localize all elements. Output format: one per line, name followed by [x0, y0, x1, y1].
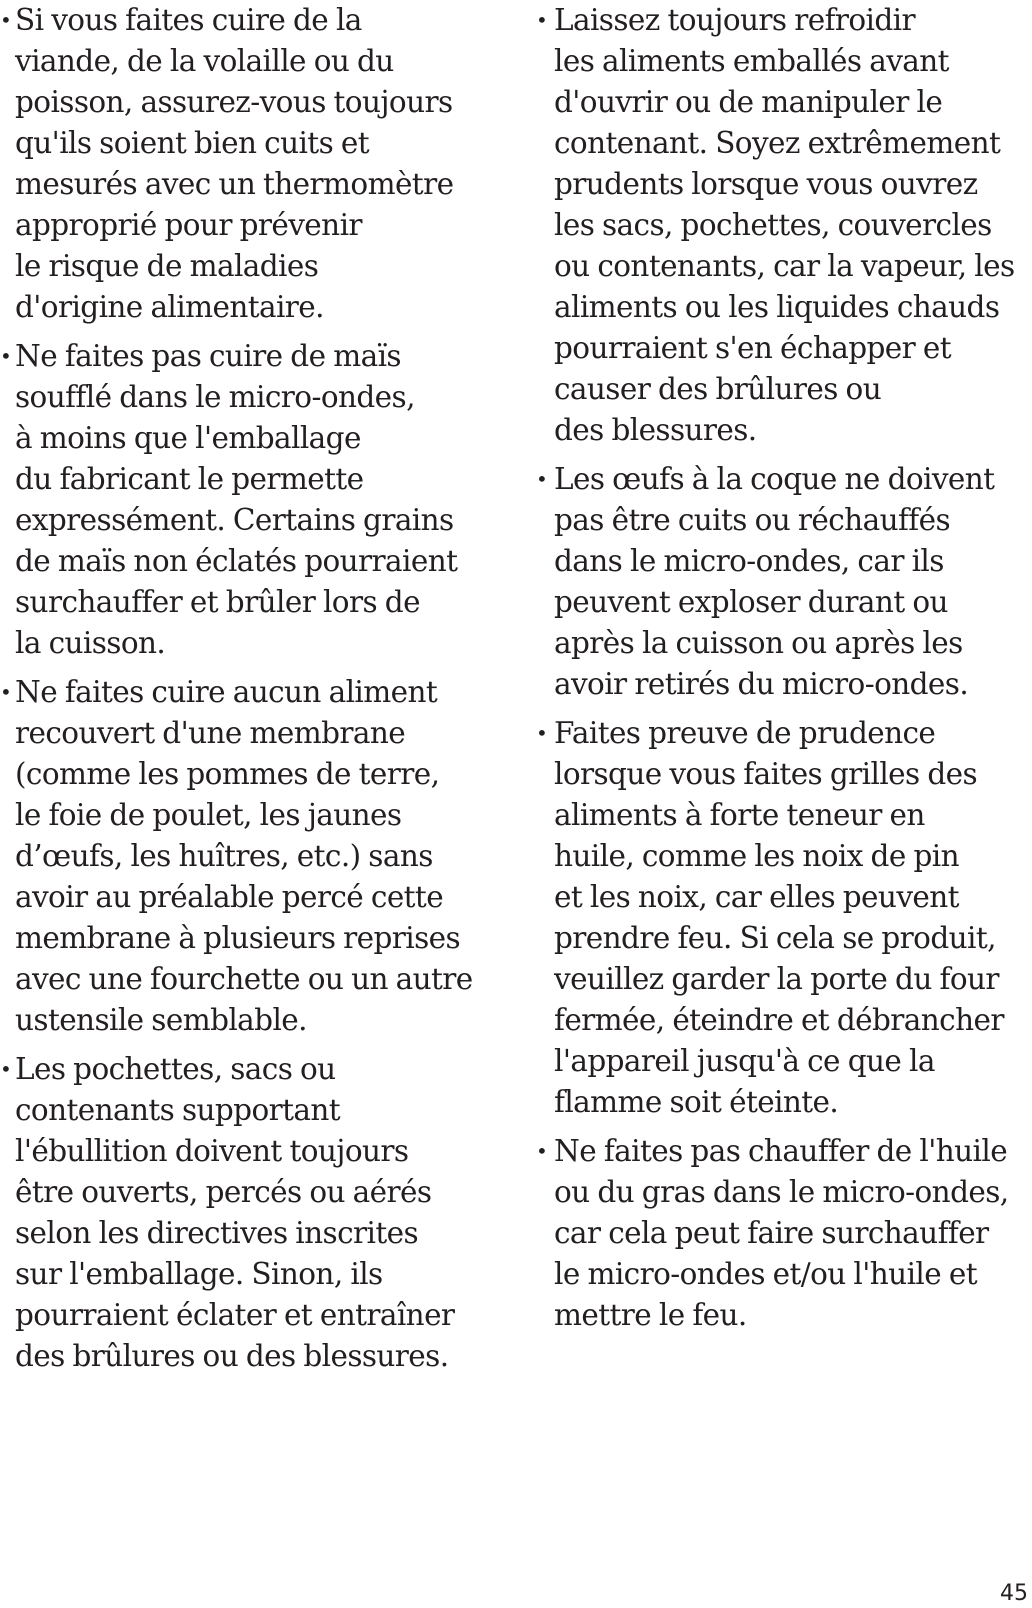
bullet-item: [536, 0, 1032, 451]
text-line: être ouverts, percés ou aérés: [15, 1175, 432, 1209]
bullet-item: [0, 1049, 498, 1377]
text-line: veuillez garder la porte du four: [554, 962, 999, 996]
text-line: car cela peut faire surchauffer: [554, 1216, 989, 1250]
bullet-text: [554, 713, 1032, 1123]
bullet-item: [0, 0, 498, 328]
text-line: pourraient s'en échapper et: [554, 331, 952, 365]
text-line: l'ébullition doivent toujours: [15, 1134, 409, 1168]
text-line: avec une fourchette ou un autre: [15, 962, 473, 996]
text-line: flamme soit éteinte.: [554, 1085, 839, 1119]
text-line: le risque de maladies: [15, 249, 319, 283]
text-line: Ne faites pas cuire de maïs: [15, 339, 401, 373]
text-line: prudents lorsque vous ouvrez: [554, 167, 978, 201]
text-line: pas être cuits ou réchauffés: [554, 503, 951, 537]
text-line: aliments à forte teneur en: [554, 798, 925, 832]
bullet-marker: •: [0, 680, 12, 704]
text-line: Ne faites cuire aucun aliment: [15, 675, 438, 709]
text-line: après la cuisson ou après les: [554, 626, 963, 660]
text-line: l'appareil jusqu'à ce que la: [554, 1044, 935, 1078]
text-line: d'ouvrir ou de manipuler le: [554, 85, 943, 119]
bullet-marker: •: [536, 721, 548, 745]
bullet-item: [536, 1131, 1032, 1336]
text-line: qu'ils soient bien cuits et: [15, 126, 369, 160]
bullet-marker: •: [0, 8, 12, 32]
text-line: (comme les pommes de terre,: [15, 757, 440, 791]
text-line: aliments ou les liquides chauds: [554, 290, 1000, 324]
text-line: Laissez toujours refroidir: [554, 3, 916, 37]
text-line: les aliments emballés avant: [554, 44, 949, 78]
text-line: le foie de poulet, les jaunes: [15, 798, 402, 832]
text-line: et les noix, car elles peuvent: [554, 880, 959, 914]
text-line: la cuisson.: [15, 626, 166, 660]
text-line: soufflé dans le micro-ondes,: [15, 380, 415, 414]
text-line: sur l'emballage. Sinon, ils: [15, 1257, 383, 1291]
text-line: le micro-ondes et/ou l'huile et: [554, 1257, 977, 1291]
text-line: d'origine alimentaire.: [15, 290, 324, 324]
text-line: expressément. Certains grains: [15, 503, 454, 537]
bullet-text: [15, 672, 498, 1041]
bullet-marker: •: [536, 1139, 548, 1163]
bullet-marker: •: [536, 8, 548, 32]
right-column: [536, 0, 1032, 1344]
text-line: prendre feu. Si cela se produit,: [554, 921, 996, 955]
text-line: contenant. Soyez extrêmement: [554, 126, 1001, 160]
text-line: surchauffer et brûler lors de: [15, 585, 420, 619]
text-line: Faites preuve de prudence: [554, 716, 936, 750]
text-line: viande, de la volaille ou du: [15, 44, 394, 78]
bullet-text: [554, 459, 1032, 705]
bullet-text: [554, 1131, 1032, 1336]
bullet-item: [0, 336, 498, 664]
bullet-text: [554, 0, 1032, 451]
text-line: membrane à plusieurs reprises: [15, 921, 461, 955]
text-line: lorsque vous faites grilles des: [554, 757, 978, 791]
left-column: [0, 0, 498, 1385]
text-line: du fabricant le permette: [15, 462, 364, 496]
bullet-text: [15, 1049, 498, 1377]
text-line: Les œufs à la coque ne doivent: [554, 462, 995, 496]
text-line: peuvent exploser durant ou: [554, 585, 948, 619]
text-line: contenants supportant: [15, 1093, 341, 1127]
text-line: à moins que l'emballage: [15, 421, 361, 455]
text-line: mettre le feu.: [554, 1298, 747, 1332]
text-line: d’œufs, les huîtres, etc.) sans: [15, 839, 433, 873]
bullet-marker: •: [0, 1057, 12, 1081]
text-line: approprié pour prévenir: [15, 208, 362, 242]
text-line: causer des brûlures ou: [554, 372, 882, 406]
text-line: dans le micro-ondes, car ils: [554, 544, 944, 578]
text-line: des brûlures ou des blessures.: [15, 1339, 449, 1373]
text-line: de maïs non éclatés pourraient: [15, 544, 458, 578]
bullet-item: [536, 459, 1032, 705]
text-line: ou du gras dans le micro-ondes,: [554, 1175, 1009, 1209]
bullet-marker: •: [536, 467, 548, 491]
bullet-item: [536, 713, 1032, 1123]
text-line: selon les directives inscrites: [15, 1216, 418, 1250]
text-line: Ne faites pas chauffer de l'huile: [554, 1134, 1008, 1168]
bullet-marker: •: [0, 344, 12, 368]
text-line: ustensile semblable.: [15, 1003, 307, 1037]
text-line: huile, comme les noix de pin: [554, 839, 959, 873]
text-line: Si vous faites cuire de la: [15, 3, 362, 37]
text-line: mesurés avec un thermomètre: [15, 167, 454, 201]
text-line: les sacs, pochettes, couvercles: [554, 208, 992, 242]
text-line: avoir au préalable percé cette: [15, 880, 444, 914]
text-line: recouvert d'une membrane: [15, 716, 406, 750]
text-line: Les pochettes, sacs ou: [15, 1052, 336, 1086]
bullet-item: [0, 672, 498, 1041]
text-line: ou contenants, car la vapeur, les: [554, 249, 1015, 283]
text-line: fermée, éteindre et débrancher: [554, 1003, 1004, 1037]
text-line: des blessures.: [554, 413, 757, 447]
bullet-text: [15, 0, 498, 328]
text-line: pourraient éclater et entraîner: [15, 1298, 455, 1332]
bullet-text: [15, 336, 498, 664]
text-line: poisson, assurez-vous toujours: [15, 85, 453, 119]
text-line: avoir retirés du micro-ondes.: [554, 667, 969, 701]
page-number: 45: [1000, 1581, 1028, 1606]
